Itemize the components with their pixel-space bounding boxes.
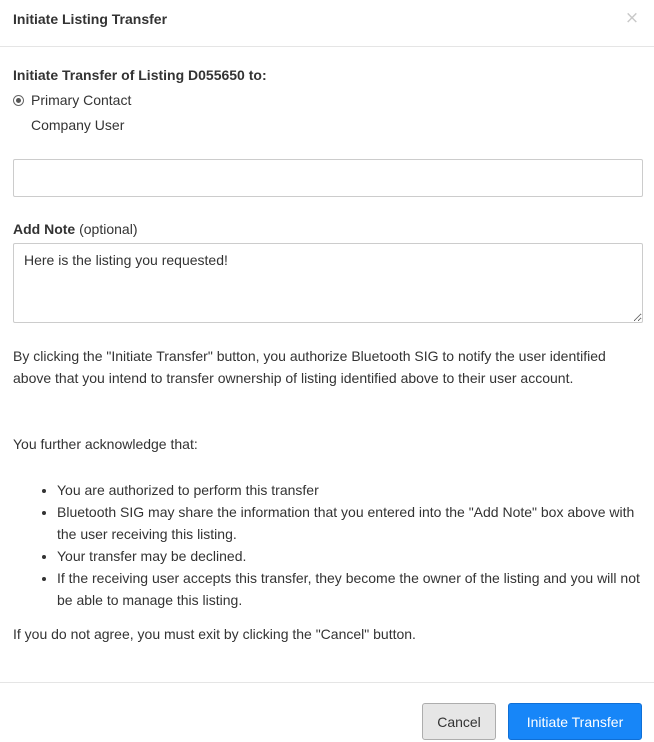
recipient-input[interactable] [13, 159, 643, 197]
list-item: • Your transfer may be declined. [57, 545, 643, 567]
acknowledge-intro: You further acknowledge that: [13, 436, 198, 452]
add-note-optional: (optional) [79, 221, 138, 237]
modal-header [0, 0, 654, 47]
modal-title: Initiate Listing Transfer [13, 11, 168, 27]
transfer-section-title: Initiate Transfer of Listing D055650 to: [13, 67, 267, 83]
list-item: • Bluetooth SIG may share the information that you entered into the "Add Note" box above with the user receiving this listing. [57, 501, 643, 545]
cancel-button[interactable]: Cancel [422, 703, 496, 740]
list-item: • You are authorized to perform this transfer [57, 479, 643, 501]
radio-selected-icon[interactable] [13, 95, 24, 106]
initiate-transfer-button[interactable]: Initiate Transfer [508, 703, 642, 740]
authorization-text: By clicking the "Initiate Transfer" button, you authorize Bluetooth SIG to notify the user identified above that you intend to transfer ownership of listing identified above to their user account. [13, 348, 606, 386]
disagree-text: If you do not agree, you must exit by clicking the "Cancel" button. [13, 626, 416, 642]
radio-option-primary-contact[interactable] [13, 90, 131, 110]
radio-option-company-user[interactable] [13, 115, 124, 135]
acknowledgement-list [13, 479, 643, 611]
add-note-label [13, 221, 137, 237]
list-item: • If the receiving user accepts this transfer, they become the owner of the listing and you will not be able to manage this listing. [57, 567, 643, 611]
radio-label-primary-contact: Primary Contact [31, 92, 132, 108]
add-note-label-text: Add Note [13, 221, 76, 237]
add-note-textarea[interactable] [13, 243, 643, 323]
modal-footer [0, 682, 654, 742]
close-icon[interactable]: × [622, 8, 642, 28]
radio-label-company-user: Company User [31, 117, 125, 133]
